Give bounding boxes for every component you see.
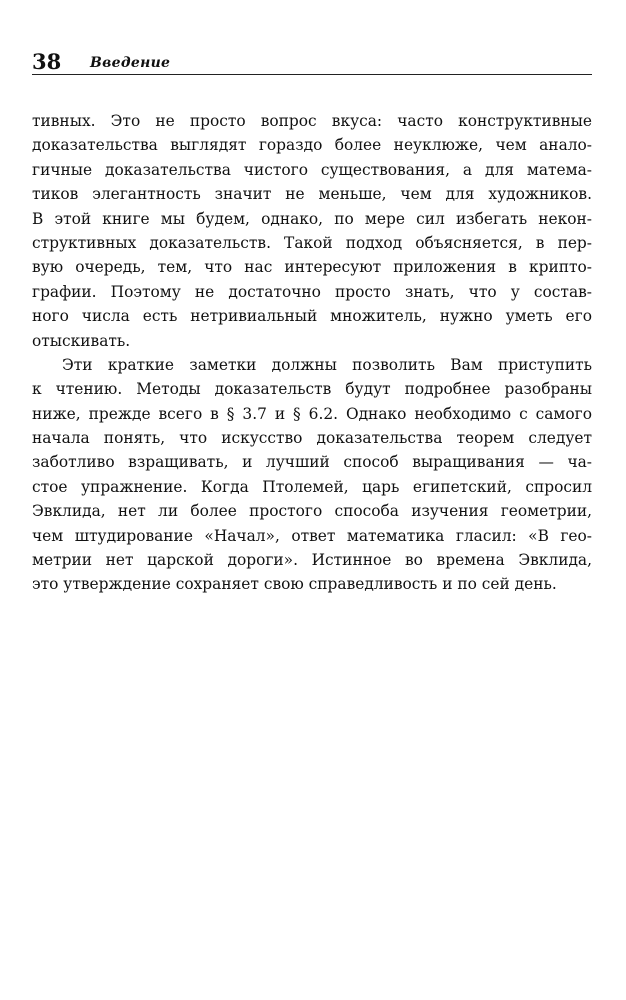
text-line: отыскивать.	[32, 331, 131, 350]
page-number: 38	[32, 49, 62, 74]
text-line: Эти краткие заметки должны позволить Вам приступить	[62, 355, 592, 374]
text-line: начала понять, что искусство доказательства теорем следует	[32, 429, 592, 448]
text-line: заботливо взращивать, и лучший способ выращивания — ча-	[32, 453, 592, 472]
text-line: ного числа есть нетривиальный множитель, нужно уметь его	[32, 307, 592, 326]
text-line: чем штудирование «Начал», ответ математика гласил: «В гео-	[32, 526, 592, 545]
section-title: Введение	[90, 55, 171, 71]
paragraph-2	[32, 353, 592, 597]
text-line: структивных доказательств. Такой подход объясняется, в пер-	[32, 233, 592, 252]
text-line: метрии нет царской дороги». Истинное во времена Эвклида,	[32, 551, 592, 570]
text-line: к чтению. Методы доказательств будут подробнее разобраны	[32, 380, 592, 399]
running-head	[32, 50, 592, 75]
text-line: это утверждение сохраняет свою справедливость и по сей день.	[32, 575, 557, 594]
text-line: стое упражнение. Когда Птолемей, царь египетский, спросил	[32, 477, 592, 496]
text-line: тиков элегантность значит не меньше, чем для художников.	[32, 185, 592, 204]
body-text	[32, 109, 592, 597]
text-line: графии. Поэтому не достаточно просто знать, что у состав-	[32, 282, 592, 301]
text-line: Эвклида, нет ли более простого способа изучения геометрии,	[32, 502, 592, 521]
text-line: гичные доказательства чистого существования, а для матема-	[32, 160, 592, 179]
paragraph-1	[32, 109, 592, 353]
text-line: доказательства выглядят гораздо более неуклюже, чем анало-	[32, 136, 592, 155]
text-line: В этой книге мы будем, однако, по мере сил избегать некон-	[32, 209, 592, 228]
text-line: ниже, прежде всего в § 3.7 и § 6.2. Однако необходимо с самого	[32, 404, 592, 423]
text-line: тивных. Это не просто вопрос вкуса: часто конструктивные	[32, 112, 592, 130]
text-line: вую очередь, тем, что нас интересуют приложения в крипто-	[32, 258, 592, 277]
